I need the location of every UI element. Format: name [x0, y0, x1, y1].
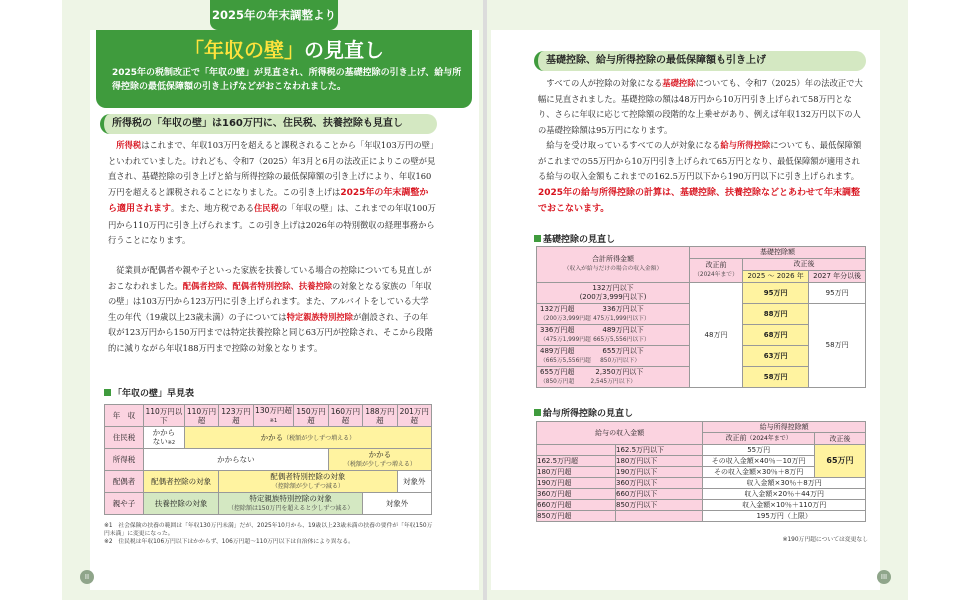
cell-text: 2,545万円以下）: [590, 378, 637, 385]
cell-text: 336万円超: [540, 325, 575, 334]
footnote-marker: ※2: [167, 439, 176, 446]
col-kyuyo-income-header: 給与の収入金額: [537, 422, 703, 445]
text-red-kiso: 基礎控除: [662, 78, 696, 88]
left-paragraph-1: [108, 138, 436, 249]
col-after-header: 改正後: [743, 259, 866, 271]
kyuyo-to-3: 360万円以下: [616, 478, 703, 489]
square-bullet-icon: [104, 389, 111, 396]
header-note: （2024年まで）: [694, 272, 738, 278]
table3-note: ※190万円超については変更なし: [782, 537, 868, 543]
cell-text: 特定親族特別控除の対象: [249, 494, 332, 503]
juminzei-exempt-cell: [144, 427, 185, 449]
cell-note: （税額が少しずつ増える）: [343, 461, 416, 468]
juminzei-taxed-cell: [184, 427, 431, 449]
square-bullet-icon: [534, 409, 541, 416]
right-paragraph-2: [538, 138, 867, 218]
fuyo-kojo-cell: 扶養控除の対象: [144, 493, 219, 515]
table1-header: 110万円以下: [145, 406, 183, 425]
cell-text: 132万円以下: [592, 284, 634, 292]
cell-text: 配偶者特別控除の対象: [270, 472, 346, 481]
text-segment: はこれまで、年収103万円を超えると課税されることから「年収103万円の壁」といわれていました。けれども、令和7（2025）年3月と6月の法改正によりこの壁が見直され、基礎控除の引き上げと給与所得控除の最低保障額の引き上げにより、年収160万円を超えると課税されることになりました。この引き上げは: [108, 140, 436, 197]
haigusha-kojo-cell: 配偶者控除の対象: [144, 471, 219, 493]
kyuyo-to-6: [616, 511, 703, 522]
cell-note: （控除額が少しずつ減る）: [271, 483, 344, 490]
text-red-kyuyo: 給与所得控除: [720, 140, 771, 150]
header-text: 改正前: [725, 434, 747, 442]
square-bullet-icon: [534, 235, 541, 242]
row-label-shotokuzei: 所得税: [105, 449, 144, 471]
cell-text: （665万5,556円超: [540, 357, 591, 364]
text-segment: すべての人が控除の対象になる: [546, 78, 663, 88]
right-paragraph-1: [538, 76, 867, 138]
table1-header: 150万円超: [294, 405, 328, 427]
title-suffix: の見直し: [304, 38, 384, 62]
shotokuzei-taxed-cell: [328, 449, 431, 471]
header-text: 130万円超: [255, 405, 292, 415]
table1-header: 188万円超: [363, 405, 397, 427]
footnote-marker: ※1: [269, 417, 278, 424]
col-kyuyo-before-header: [703, 433, 815, 445]
page-title: [96, 34, 472, 63]
text-segment: 給与を受け取っているすべての人が対象になる: [546, 140, 721, 150]
cell-text: 2,350万円以下: [595, 367, 644, 376]
shotokuzei-exempt-cell: かからない: [144, 449, 329, 471]
kyuyo-from-3: 190万円超: [537, 478, 616, 489]
kyuyo-before-1: その収入金額×40％－10万円: [703, 456, 815, 467]
cell-text: 489万円超: [540, 346, 575, 355]
header-note: （2024年まで）: [746, 435, 792, 442]
table1-heading: [104, 386, 194, 399]
book-binding: [483, 0, 487, 600]
kyuyo-from-0: [537, 445, 616, 456]
table2-heading-text: 基礎控除の見直し: [543, 235, 616, 245]
table1-heading-text: 「年収の壁」早見表: [113, 389, 195, 399]
cell-text: 850万円以下）: [600, 357, 641, 364]
text-segment: が創設され、子の年収が123万円から150万円までは特定扶養控除と同じ63万円が控除され、そこから段階的に減りながら年収188万円まで控除の対象となります。: [108, 311, 433, 353]
header-note: （収入が給与だけの場合の収入金額）: [563, 266, 663, 272]
cell-text: (200万3,999円以下): [579, 293, 647, 301]
footnote-1: ※1 社会保険の扶養の範囲は「年収130万円未満」だが、2025年10月から、19歳以上23歳未満の扶養の要件が「年収150万円未満」に変更になった。: [104, 523, 433, 537]
col-2027-header: 2027 年分以後: [809, 271, 866, 283]
kyuyo-before-0: 55万円: [703, 445, 815, 456]
col-2025-header: 2025 ～ 2026 年: [743, 271, 809, 283]
table1-header: [253, 405, 294, 427]
header-text: 合計所得金額: [592, 255, 634, 263]
row-label-haigusha: 配偶者: [105, 471, 144, 493]
table3-heading-text: 給与所得控除の見直し: [543, 409, 634, 419]
col-kiso-header: 基礎控除額: [690, 247, 866, 259]
cell-text: 655万円以下: [602, 346, 644, 355]
text-segment: の「年収の壁」は、これまでの年収100万円から110万円に引き上げられます。この引き上げは2026年の特別徴収の経理事務から行うことになります。: [108, 203, 436, 245]
kyuyo-merged-6: 195万円（上限）: [703, 511, 866, 522]
nenshu-wall-table: [104, 404, 432, 515]
kyuyo-merged-4: 収入金額×20％＋44万円: [703, 489, 866, 500]
text-segment: 従業員が配偶者や親や子といった家族を扶養している場合の控除についても見直しがおこなわれました。: [108, 265, 432, 291]
row-label-juminzei: 住民税: [105, 427, 144, 449]
cell-note: （税額が少しずつ増える）: [283, 434, 356, 442]
kyuyo-kojo-table: [536, 421, 866, 522]
kyuyo-before-2: その収入金額×30％＋8万円: [703, 467, 815, 478]
value-2025-r2: 88万円: [743, 304, 809, 325]
value-2027-merged: 58万円: [809, 304, 866, 388]
cell-text: 132万円超: [540, 304, 575, 313]
col-kyuyo-header: 給与所得控除額: [703, 422, 866, 433]
row-label-oyako: 親や子: [105, 493, 144, 515]
page-subtitle: 2025年の税制改正で「年収の壁」が見直され、所得税の基礎控除の引き上げ、給与所得控除の最低保障額の引き上げなどがおこなわれました。: [112, 68, 462, 92]
cell-text: （475万1,999円超: [540, 336, 591, 343]
left-paragraph-2: [108, 263, 436, 356]
kyuyo-from-1: 162.5万円超: [537, 456, 616, 467]
footnote-2: ※2 住民税は年収106万円以下はかからず、106万円超～110万円以下は自治体により異なる。: [104, 539, 354, 545]
left-section-heading: 所得税の「年収の壁」は160万円に、住民税、扶養控除も見直し: [100, 114, 437, 134]
header-text: 改正前: [705, 261, 727, 269]
tab-badge: 2025年の年末調整より: [210, 0, 338, 30]
table1-corner: 年 収: [105, 405, 144, 427]
text-red-nenmatsu: 2025年の年末調整から適用されます: [108, 187, 429, 214]
cell-text: 336万円以下: [602, 304, 644, 313]
col-before-header: [690, 259, 743, 283]
haigusha-excluded-cell: 対象外: [397, 471, 431, 493]
kyuyo-to-2: 190万円以下: [616, 467, 703, 478]
table1-header: 110万円超: [184, 405, 218, 427]
cell-text: かから: [152, 427, 176, 437]
table1-header: 160万円超: [328, 405, 362, 427]
kyuyo-merged-5: 収入金額×10％＋110万円: [703, 500, 866, 511]
table1-header: 201万円超: [397, 405, 431, 427]
text-segment: についても、最低保障額がこれまでの55万円から10万円引き上げられて65万円となり、最低保障額が適用される給与の収入金額もこれまでの162.5万円以下から190万円以下に引き上げられます。: [538, 140, 862, 181]
value-2025-r4: 63万円: [743, 346, 809, 367]
cell-text: かかる: [260, 432, 284, 442]
kiso-kojo-table: [536, 246, 866, 388]
kyuyo-from-2: 180万円超: [537, 467, 616, 478]
text-segment: 。また、地方税である: [171, 203, 254, 213]
value-2025-r1: 95万円: [743, 283, 809, 304]
income-range-3: [537, 325, 690, 346]
cell-text: ない: [152, 436, 168, 446]
col-kyuyo-after-header: 改正後: [815, 433, 866, 445]
income-range-4: [537, 346, 690, 367]
text-red-juminzei: 住民税: [254, 203, 279, 213]
text-segment: の対象となる家族の「年収の壁」は103万円から123万円に引き上げられます。また、アルバイトをしている大学生の年代（19歳以上23歳未満）の子については: [108, 280, 432, 322]
oyako-excluded-cell: 対象外: [363, 493, 432, 515]
income-range-5: [537, 367, 690, 388]
kyuyo-from-4: 360万円超: [537, 489, 616, 500]
cell-text: 665万5,556円以下）: [593, 336, 650, 343]
right-section-heading: 基礎控除、給与所得控除の最低保障額も引き上げ: [534, 51, 866, 71]
value-2025-r5: 58万円: [743, 367, 809, 388]
before-value-cell: 48万円: [690, 283, 743, 388]
kyuyo-to-1: 180万円以下: [616, 456, 703, 467]
kyuyo-merged-3: 収入金額×30％＋8万円: [703, 478, 866, 489]
cell-text: かかる: [368, 450, 392, 459]
cell-text: （850万円超: [540, 378, 575, 385]
income-range-1: [537, 283, 690, 304]
haigusha-tokubetsu-cell: [219, 471, 397, 493]
title-prefix: 「年収の壁」: [184, 38, 304, 62]
tokutei-shinzoku-cell: [219, 493, 363, 515]
cell-text: 655万円超: [540, 367, 575, 376]
kyuyo-from-5: 660万円超: [537, 500, 616, 511]
page-number-left: II: [80, 570, 94, 584]
kyuyo-to-5: 850万円以下: [616, 500, 703, 511]
income-range-2: [537, 304, 690, 325]
cell-note: （控除額は150万円を超えると少しずつ減る）: [227, 505, 354, 512]
page-number-right: III: [877, 570, 891, 584]
text-red-calc: 2025年の給与所得控除の計算は、基礎控除、扶養控除などとあわせて年末調整でおこないます。: [538, 187, 861, 214]
col-income-header: [537, 247, 690, 283]
table2-heading: [534, 232, 615, 245]
table1-header: 123万円超: [219, 405, 253, 427]
text-red-kojo: 配偶者控除、配偶者特別控除、扶養控除: [182, 280, 333, 291]
kyuyo-to-4: 660万円以下: [616, 489, 703, 500]
table3-heading: [534, 406, 633, 419]
value-2025-r3: 68万円: [743, 325, 809, 346]
kyuyo-to-0: 162.5万円以下: [616, 445, 703, 456]
value-2027-r1: 95万円: [809, 283, 866, 304]
cell-text: 475万1,999円以下）: [593, 315, 650, 322]
cell-text: 489万円以下: [602, 325, 644, 334]
cell-text: （200万3,999円超: [540, 315, 591, 322]
kyuyo-from-6: 850万円超: [537, 511, 616, 522]
text-red-shotokuzei: 所得税: [116, 140, 142, 150]
kyuyo-after-value: 65万円: [815, 445, 866, 478]
text-segment: についても、令和7（2025）年の法改正で大幅に見直されました。基礎控除の額は48万円から10万円引き上げられて58万円となり、さらに年収に応じて控除額の段階的な上乗せがあり、例えば年収132万円以下の人の基礎控除額は95万円になります。: [538, 78, 863, 135]
text-red-tokutei: 特定親族特別控除: [286, 311, 353, 322]
